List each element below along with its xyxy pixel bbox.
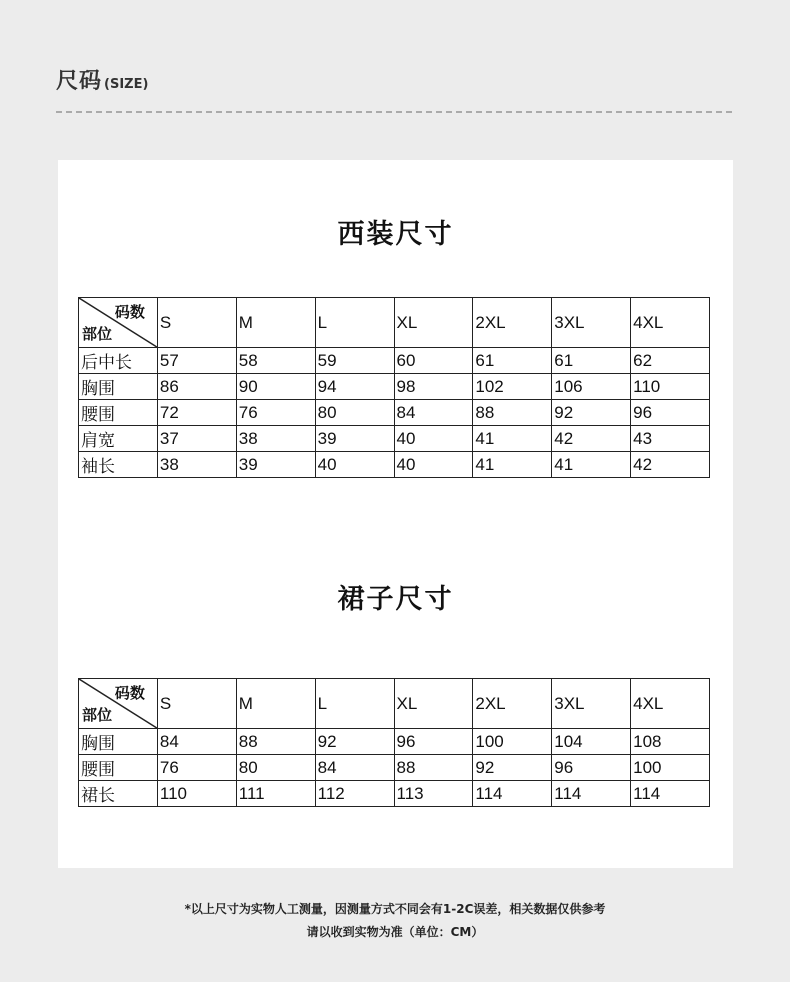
size-header-cell: 2XL [473, 298, 552, 348]
measurement-cell: 84 [394, 400, 473, 426]
measurement-cell: 41 [473, 452, 552, 478]
measurement-cell: 88 [473, 400, 552, 426]
measurement-cell: 86 [157, 374, 236, 400]
size-header-cell: M [236, 679, 315, 729]
table-row [79, 374, 710, 400]
measurement-cell: 43 [631, 426, 710, 452]
row-label-cell: 后中长 [79, 348, 158, 374]
footnote-line-1: *以上尺寸为实物人工测量，因测量方式不同会有1-2C误差，相关数据仅供参考 [184, 902, 606, 916]
size-header-cell: 3XL [552, 298, 631, 348]
measurement-cell: 113 [394, 781, 473, 807]
size-chart-panel [58, 160, 733, 868]
size-header-cell: XL [394, 298, 473, 348]
table-header-row [79, 679, 710, 729]
size-header-cell: S [157, 298, 236, 348]
measurement-cell: 92 [552, 400, 631, 426]
page-header [56, 64, 148, 95]
measurement-cell: 114 [473, 781, 552, 807]
measurement-cell: 61 [473, 348, 552, 374]
dashed-divider [56, 111, 732, 113]
measurement-cell: 80 [236, 755, 315, 781]
measurement-cell: 92 [315, 729, 394, 755]
footnote-line-2: 请以收到实物为准（单位：CM） [306, 925, 484, 939]
measurement-cell: 96 [394, 729, 473, 755]
suit-size-table [78, 297, 710, 478]
size-header-cell: L [315, 298, 394, 348]
measurement-cell: 60 [394, 348, 473, 374]
table-row [79, 452, 710, 478]
measurement-cell: 111 [236, 781, 315, 807]
measurement-cell: 76 [157, 755, 236, 781]
size-header-cell: L [315, 679, 394, 729]
measurement-cell: 38 [236, 426, 315, 452]
table-row [79, 729, 710, 755]
measurement-cell: 106 [552, 374, 631, 400]
measurement-cell: 100 [473, 729, 552, 755]
measurement-cell: 59 [315, 348, 394, 374]
page-title: 尺码 [56, 69, 103, 94]
measurement-cell: 110 [157, 781, 236, 807]
measurement-cell: 72 [157, 400, 236, 426]
measurement-cell: 40 [394, 426, 473, 452]
table-row [79, 400, 710, 426]
measurement-cell: 41 [473, 426, 552, 452]
corner-header-cell [79, 298, 158, 348]
skirt-section-title: 裙子尺寸 [337, 584, 454, 615]
table-row [79, 426, 710, 452]
row-label-cell: 袖长 [79, 452, 158, 478]
measurement-cell: 110 [631, 374, 710, 400]
corner-header-cell [79, 679, 158, 729]
size-header-cell: 2XL [473, 679, 552, 729]
measurement-cell: 38 [157, 452, 236, 478]
measurement-cell: 98 [394, 374, 473, 400]
measurement-cell: 40 [394, 452, 473, 478]
measurement-cell: 39 [315, 426, 394, 452]
measurement-cell: 112 [315, 781, 394, 807]
measurement-cell: 42 [552, 426, 631, 452]
corner-label-size: 码数 [114, 685, 145, 702]
size-header-cell: 4XL [631, 298, 710, 348]
measurement-cell: 96 [552, 755, 631, 781]
measurement-cell: 88 [394, 755, 473, 781]
table-header-row [79, 298, 710, 348]
suit-section-title: 西装尺寸 [337, 219, 454, 250]
measurement-cell: 40 [315, 452, 394, 478]
measurement-cell: 108 [631, 729, 710, 755]
size-header-cell: XL [394, 679, 473, 729]
measurement-cell: 80 [315, 400, 394, 426]
measurement-cell: 37 [157, 426, 236, 452]
measurement-cell: 114 [631, 781, 710, 807]
measurement-cell: 84 [157, 729, 236, 755]
measurement-cell: 88 [236, 729, 315, 755]
size-header-cell: M [236, 298, 315, 348]
size-header-cell: 3XL [552, 679, 631, 729]
row-label-cell: 肩宽 [79, 426, 158, 452]
table-row [79, 755, 710, 781]
measurement-cell: 76 [236, 400, 315, 426]
measurement-cell: 102 [473, 374, 552, 400]
row-label-cell: 胸围 [79, 729, 158, 755]
measurement-cell: 61 [552, 348, 631, 374]
size-header-cell: S [157, 679, 236, 729]
row-label-cell: 腰围 [79, 755, 158, 781]
measurement-cell: 94 [315, 374, 394, 400]
row-label-cell: 胸围 [79, 374, 158, 400]
measurement-cell: 114 [552, 781, 631, 807]
row-label-cell: 裙长 [79, 781, 158, 807]
row-label-cell: 腰围 [79, 400, 158, 426]
measurement-cell: 104 [552, 729, 631, 755]
corner-label-part: 部位 [82, 326, 113, 343]
table-row [79, 348, 710, 374]
measurement-cell: 96 [631, 400, 710, 426]
table-row [79, 781, 710, 807]
skirt-size-table [78, 678, 710, 807]
measurement-cell: 41 [552, 452, 631, 478]
measurement-cell: 90 [236, 374, 315, 400]
measurement-cell: 57 [157, 348, 236, 374]
measurement-cell: 39 [236, 452, 315, 478]
measurement-cell: 62 [631, 348, 710, 374]
measurement-cell: 92 [473, 755, 552, 781]
corner-label-size: 码数 [114, 304, 145, 321]
measurement-cell: 58 [236, 348, 315, 374]
size-header-cell: 4XL [631, 679, 710, 729]
measurement-cell: 84 [315, 755, 394, 781]
measurement-cell: 100 [631, 755, 710, 781]
measurement-cell: 42 [631, 452, 710, 478]
corner-label-part: 部位 [82, 707, 113, 724]
page-subtitle: (SIZE) [104, 77, 149, 92]
